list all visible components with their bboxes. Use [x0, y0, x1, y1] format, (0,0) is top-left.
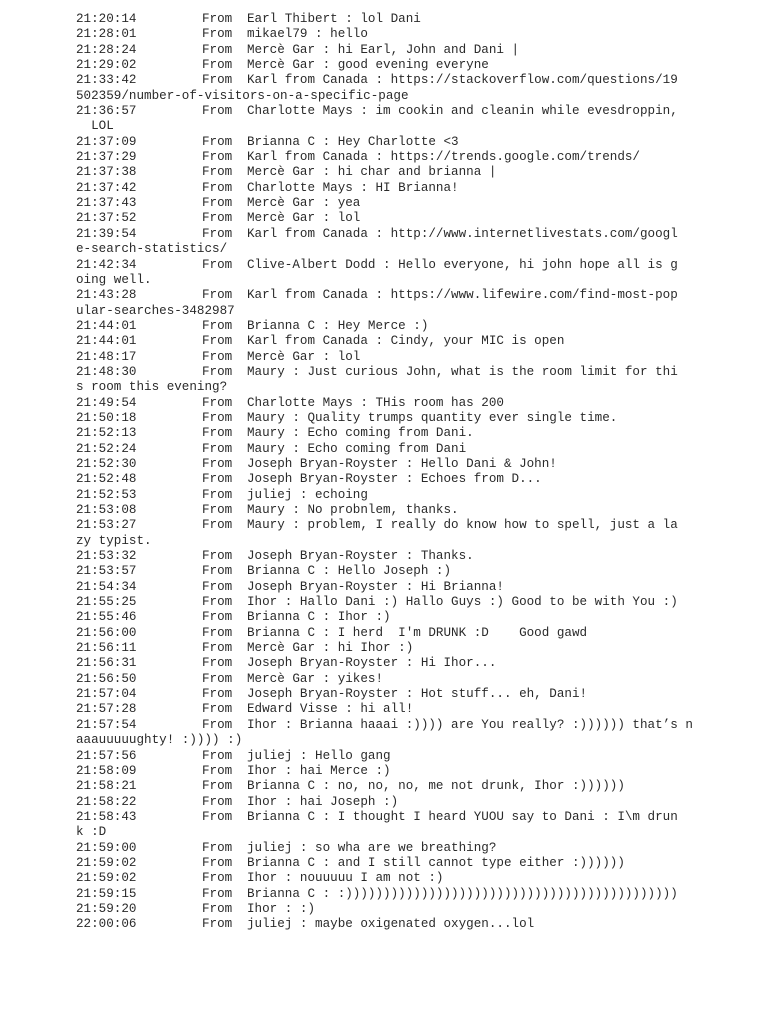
message-text: Brianna C : :)))))))))))))))))))))))))))))))))))))))))))) — [247, 886, 678, 901]
message-from-label: From — [202, 656, 233, 671]
message-text: Maury : Echo coming from Dani — [247, 441, 467, 456]
message-text: Maury : No probnlem, thanks. — [247, 503, 459, 517]
chat-message — [76, 718, 756, 749]
message-timestamp: 21:49:54 — [76, 395, 137, 410]
message-text: Mercè Gar : yea — [247, 196, 361, 211]
message-text: Clive-Albert Dodd : Hello everyone, hi john hope all is g — [247, 257, 678, 272]
message-timestamp: 21:56:31 — [76, 656, 137, 671]
message-from-label: From — [202, 748, 233, 763]
message-timestamp: 21:59:02 — [76, 855, 137, 870]
message-from-label: From — [202, 364, 233, 379]
message-from-label: From — [202, 456, 233, 471]
message-timestamp: 21:57:56 — [76, 748, 137, 763]
chat-message — [76, 779, 756, 794]
message-text: Karl from Canada : Cindy, your MIC is open — [247, 334, 565, 349]
message-timestamp: 21:37:52 — [76, 211, 137, 226]
message-text: Mercè Gar : lol — [247, 211, 361, 226]
message-timestamp: 21:55:46 — [76, 610, 137, 625]
message-timestamp: 21:53:57 — [76, 564, 137, 579]
chat-message-line — [76, 457, 756, 472]
message-timestamp: 21:37:29 — [76, 150, 137, 165]
chat-message — [76, 365, 756, 396]
chat-message-line — [76, 58, 756, 73]
message-text: Brianna C : Hey Merce :) — [247, 318, 429, 333]
message-timestamp: 21:58:21 — [76, 779, 137, 794]
message-from-label: From — [202, 503, 233, 517]
chat-message-line — [76, 27, 756, 42]
message-timestamp: 21:58:22 — [76, 794, 137, 809]
chat-message-line — [76, 518, 756, 533]
message-from-label: From — [202, 886, 233, 901]
message-text-continuation: s room this evening? — [76, 380, 228, 395]
chat-message-line — [76, 503, 756, 518]
message-from-label: From — [202, 104, 233, 119]
chat-message-line — [76, 442, 756, 457]
chat-message-line — [76, 350, 756, 365]
chat-message — [76, 181, 756, 196]
chat-message — [76, 656, 756, 671]
message-text: mikael79 : hello — [247, 27, 368, 42]
message-text: Maury : Just curious John, what is the room limit for thi — [247, 364, 678, 379]
message-from-label: From — [202, 441, 233, 456]
message-timestamp: 21:52:30 — [76, 456, 137, 471]
chat-message-line — [76, 365, 756, 380]
chat-message-line — [76, 396, 756, 411]
chat-message-line — [76, 288, 756, 303]
message-text-continuation: ular-searches-3482987 — [76, 303, 235, 318]
chat-message — [76, 334, 756, 349]
chat-message-line — [76, 104, 756, 119]
chat-message-line — [76, 841, 756, 856]
message-from-label: From — [202, 426, 233, 441]
message-from-label: From — [202, 625, 233, 640]
chat-message-line — [76, 426, 756, 441]
chat-message-line — [76, 672, 756, 687]
chat-message-line — [76, 764, 756, 779]
message-from-label: From — [202, 196, 233, 211]
chat-message-line — [76, 472, 756, 487]
chat-message — [76, 12, 756, 27]
chat-message — [76, 442, 756, 457]
message-text: Charlotte Mays : HI Brianna! — [247, 180, 459, 195]
message-text-continuation: k :D — [76, 825, 107, 840]
message-timestamp: 21:52:24 — [76, 441, 137, 456]
message-timestamp: 21:36:57 — [76, 104, 137, 119]
chat-message — [76, 610, 756, 625]
message-text: Brianna C : Hey Charlotte <3 — [247, 134, 459, 149]
message-text: Karl from Canada : https://stackoverflow.com/questions/19 — [247, 73, 678, 88]
message-text: juliej : echoing — [247, 487, 368, 502]
chat-message — [76, 503, 756, 518]
message-timestamp: 21:57:54 — [76, 717, 137, 732]
chat-message-line — [76, 211, 756, 226]
message-text: Brianna C : no, no, no, me not drunk, Ihor :)))))) — [247, 779, 625, 794]
message-from-label: From — [202, 917, 233, 932]
message-from-label: From — [202, 410, 233, 425]
message-text: Mercè Gar : hi Ihor :) — [247, 641, 414, 656]
message-text: Karl from Canada : https://www.lifewire.com/find-most-pop — [247, 288, 678, 303]
chat-message-line — [76, 779, 756, 794]
message-timestamp: 21:29:02 — [76, 58, 137, 73]
message-timestamp: 21:48:30 — [76, 364, 137, 379]
message-timestamp: 21:39:54 — [76, 226, 137, 241]
message-timestamp: 21:20:14 — [76, 12, 137, 26]
chat-message-line — [76, 871, 756, 886]
message-text: juliej : so wha are we breathing? — [247, 840, 497, 855]
message-text: Joseph Bryan-Royster : Hi Ihor... — [247, 656, 497, 671]
message-text-continuation: LOL — [76, 119, 114, 134]
message-timestamp: 21:37:38 — [76, 165, 137, 180]
chat-message-line — [76, 150, 756, 165]
message-timestamp: 21:57:28 — [76, 702, 137, 717]
chat-message-line — [76, 319, 756, 334]
message-timestamp: 21:53:27 — [76, 518, 137, 533]
message-timestamp: 21:56:50 — [76, 671, 137, 686]
message-text: Mercè Gar : hi Earl, John and Dani | — [247, 42, 520, 57]
chat-message — [76, 887, 756, 902]
chat-message — [76, 135, 756, 150]
message-from-label: From — [202, 671, 233, 686]
message-text: Maury : problem, I really do know how to spell, just a la — [247, 518, 678, 533]
message-from-label: From — [202, 180, 233, 195]
chat-message — [76, 411, 756, 426]
chat-message — [76, 258, 756, 289]
chat-message — [76, 687, 756, 702]
chat-message — [76, 211, 756, 226]
message-from-label: From — [202, 134, 233, 149]
chat-message — [76, 595, 756, 610]
message-timestamp: 21:59:00 — [76, 840, 137, 855]
message-text: Ihor : :) — [247, 901, 316, 916]
message-timestamp: 21:52:53 — [76, 487, 137, 502]
message-from-label: From — [202, 226, 233, 241]
chat-message — [76, 73, 756, 104]
chat-message-line — [76, 718, 756, 733]
message-text: juliej : maybe oxigenated oxygen...lol — [247, 917, 535, 932]
message-timestamp: 21:37:43 — [76, 196, 137, 211]
message-timestamp: 21:44:01 — [76, 318, 137, 333]
message-text: Mercè Gar : lol — [247, 349, 361, 364]
message-from-label: From — [202, 564, 233, 579]
message-text: Joseph Bryan-Royster : Hello Dani & John! — [247, 456, 557, 471]
message-timestamp: 21:56:11 — [76, 641, 137, 656]
message-from-label: From — [202, 763, 233, 778]
chat-message-line — [76, 334, 756, 349]
chat-message-line — [76, 196, 756, 211]
message-text: Mercè Gar : yikes! — [247, 671, 384, 686]
message-text: Mercè Gar : hi char and brianna | — [247, 165, 497, 180]
chat-message — [76, 549, 756, 564]
message-timestamp: 21:59:15 — [76, 886, 137, 901]
chat-message-line — [76, 488, 756, 503]
message-text: juliej : Hello gang — [247, 748, 391, 763]
chat-message-line — [76, 656, 756, 671]
message-timestamp: 21:59:02 — [76, 871, 137, 886]
chat-message — [76, 795, 756, 810]
message-text: Ihor : Brianna haaai :)))) are You really? :)))))) that’s n — [247, 717, 693, 732]
message-timestamp: 21:50:18 — [76, 410, 137, 425]
chat-message — [76, 749, 756, 764]
message-from-label: From — [202, 641, 233, 656]
message-timestamp: 21:57:04 — [76, 687, 137, 702]
message-from-label: From — [202, 58, 233, 73]
chat-message — [76, 902, 756, 917]
chat-message — [76, 350, 756, 365]
message-timestamp: 21:43:28 — [76, 288, 137, 303]
message-from-label: From — [202, 610, 233, 625]
chat-message-line — [76, 564, 756, 579]
chat-message — [76, 641, 756, 656]
message-from-label: From — [202, 150, 233, 165]
message-timestamp: 21:55:25 — [76, 595, 137, 610]
chat-message — [76, 702, 756, 717]
message-text-continuation: aaauuuuughty! :)))) :) — [76, 733, 243, 748]
chat-message-line — [76, 610, 756, 625]
message-text: Joseph Bryan-Royster : Hot stuff... eh, Dani! — [247, 687, 588, 702]
message-text: Maury : Quality trumps quantity ever single time. — [247, 410, 618, 425]
message-timestamp: 21:48:17 — [76, 349, 137, 364]
message-timestamp: 21:53:08 — [76, 503, 137, 517]
message-text: Joseph Bryan-Royster : Hi Brianna! — [247, 579, 504, 594]
chat-message-line — [76, 43, 756, 58]
chat-log — [76, 12, 756, 933]
message-from-label: From — [202, 901, 233, 916]
message-from-label: From — [202, 702, 233, 717]
chat-message — [76, 227, 756, 258]
message-text-continuation: oing well. — [76, 272, 152, 287]
message-timestamp: 21:28:01 — [76, 27, 137, 42]
message-timestamp: 21:42:34 — [76, 257, 137, 272]
chat-message-line — [76, 12, 756, 27]
message-from-label: From — [202, 779, 233, 794]
message-text: Karl from Canada : https://trends.google.com/trends/ — [247, 150, 640, 165]
message-text: Ihor : hai Joseph :) — [247, 794, 399, 809]
message-timestamp: 21:56:00 — [76, 625, 137, 640]
chat-message-line — [76, 73, 756, 88]
message-timestamp: 21:37:42 — [76, 180, 137, 195]
message-text-continuation: e-search-statistics/ — [76, 242, 228, 257]
chat-message-line — [76, 917, 756, 932]
message-text: Joseph Bryan-Royster : Thanks. — [247, 549, 474, 564]
chat-message — [76, 319, 756, 334]
chat-message — [76, 672, 756, 687]
chat-message-line — [76, 887, 756, 902]
message-text: Brianna C : I herd I'm DRUNK :D Good gawd — [247, 625, 588, 640]
message-text: Charlotte Mays : im cookin and cleanin while evesdroppin, — [247, 104, 678, 119]
message-from-label: From — [202, 518, 233, 533]
message-timestamp: 21:58:43 — [76, 809, 137, 824]
message-from-label: From — [202, 288, 233, 303]
chat-message — [76, 426, 756, 441]
message-from-label: From — [202, 211, 233, 226]
chat-message — [76, 472, 756, 487]
chat-message-line — [76, 902, 756, 917]
message-text: Earl Thibert : lol Dani — [247, 12, 421, 26]
message-timestamp: 21:52:48 — [76, 472, 137, 487]
chat-message-line — [76, 810, 756, 825]
chat-message — [76, 58, 756, 73]
message-timestamp: 21:33:42 — [76, 73, 137, 88]
chat-message-line — [76, 549, 756, 564]
chat-message-line — [76, 595, 756, 610]
message-from-label: From — [202, 855, 233, 870]
chat-message — [76, 165, 756, 180]
message-from-label: From — [202, 318, 233, 333]
message-from-label: From — [202, 334, 233, 349]
chat-message-line — [76, 227, 756, 242]
chat-message-line — [76, 687, 756, 702]
chat-message-line — [76, 580, 756, 595]
message-timestamp: 21:59:20 — [76, 901, 137, 916]
message-from-label: From — [202, 472, 233, 487]
message-text: Ihor : hai Merce :) — [247, 763, 391, 778]
message-from-label: From — [202, 42, 233, 57]
chat-message-line — [76, 856, 756, 871]
message-text: Brianna C : and I still cannot type either :)))))) — [247, 855, 625, 870]
message-text: Maury : Echo coming from Dani. — [247, 426, 474, 441]
message-text: Ihor : nouuuuu I am not :) — [247, 871, 444, 886]
chat-message — [76, 580, 756, 595]
message-from-label: From — [202, 840, 233, 855]
chat-message-line — [76, 702, 756, 717]
message-timestamp: 21:44:01 — [76, 334, 137, 349]
chat-message — [76, 396, 756, 411]
chat-message — [76, 457, 756, 472]
message-text: Brianna C : Ihor :) — [247, 610, 391, 625]
message-text: Brianna C : I thought I heard YUOU say to Dani : I\m drun — [247, 809, 678, 824]
chat-message-line — [76, 181, 756, 196]
chat-message-line — [76, 135, 756, 150]
chat-message — [76, 917, 756, 932]
message-timestamp: 21:58:09 — [76, 763, 137, 778]
chat-message — [76, 841, 756, 856]
chat-message — [76, 856, 756, 871]
message-from-label: From — [202, 165, 233, 180]
chat-message — [76, 104, 756, 135]
message-from-label: From — [202, 27, 233, 42]
chat-message — [76, 43, 756, 58]
chat-message-line — [76, 411, 756, 426]
chat-message-line — [76, 626, 756, 641]
message-timestamp: 21:53:32 — [76, 549, 137, 564]
message-from-label: From — [202, 687, 233, 702]
message-text: Mercè Gar : good evening everyne — [247, 58, 489, 73]
chat-message-line — [76, 258, 756, 273]
message-text: Karl from Canada : http://www.internetlivestats.com/googl — [247, 226, 678, 241]
message-from-label: From — [202, 487, 233, 502]
chat-message — [76, 288, 756, 319]
message-text-continuation: 502359/number-of-visitors-on-a-specific-page — [76, 88, 409, 103]
chat-message — [76, 196, 756, 211]
chat-message — [76, 764, 756, 779]
message-text: Brianna C : Hello Joseph :) — [247, 564, 452, 579]
chat-message-line — [76, 795, 756, 810]
message-from-label: From — [202, 549, 233, 564]
message-text: Ihor : Hallo Dani :) Hallo Guys :) Good to be with You :) — [247, 595, 678, 610]
message-from-label: From — [202, 12, 233, 26]
message-text: Charlotte Mays : THis room has 200 — [247, 395, 504, 410]
message-from-label: From — [202, 73, 233, 88]
chat-message-line — [76, 749, 756, 764]
message-from-label: From — [202, 595, 233, 610]
message-text: Joseph Bryan-Royster : Echoes from D... — [247, 472, 542, 487]
chat-message — [76, 27, 756, 42]
message-from-label: From — [202, 579, 233, 594]
message-from-label: From — [202, 257, 233, 272]
message-timestamp: 21:52:13 — [76, 426, 137, 441]
message-from-label: From — [202, 871, 233, 886]
message-text: Edward Visse : hi all! — [247, 702, 414, 717]
chat-message — [76, 810, 756, 841]
chat-message-line — [76, 641, 756, 656]
message-timestamp: 21:54:34 — [76, 579, 137, 594]
message-text-continuation: zy typist. — [76, 533, 152, 548]
chat-message — [76, 564, 756, 579]
chat-message — [76, 518, 756, 549]
chat-message — [76, 871, 756, 886]
message-from-label: From — [202, 794, 233, 809]
chat-message — [76, 150, 756, 165]
message-timestamp: 21:37:09 — [76, 134, 137, 149]
chat-message — [76, 488, 756, 503]
message-timestamp: 21:28:24 — [76, 42, 137, 57]
chat-message — [76, 626, 756, 641]
chat-message-line — [76, 165, 756, 180]
message-from-label: From — [202, 349, 233, 364]
message-from-label: From — [202, 809, 233, 824]
message-from-label: From — [202, 717, 233, 732]
message-from-label: From — [202, 395, 233, 410]
message-timestamp: 22:00:06 — [76, 917, 137, 932]
